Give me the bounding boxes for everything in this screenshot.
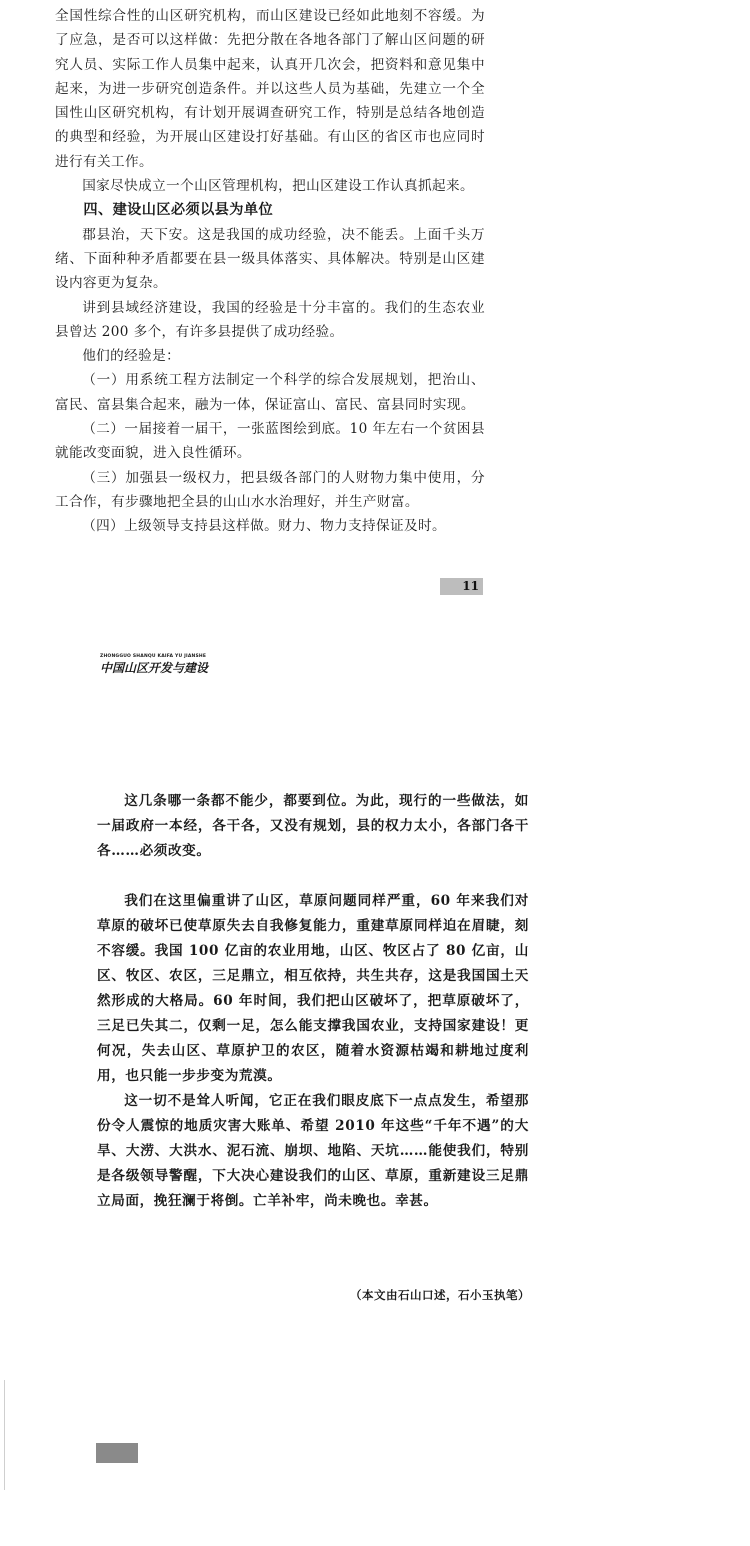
scan-edge-line bbox=[4, 1380, 5, 1490]
page-number: 11 bbox=[440, 578, 483, 595]
page-12-body bbox=[97, 789, 529, 1214]
paragraph: 全国性综合性的山区研究机构，而山区建设已经如此地刻不容缓。为了应急，是否可以这样做：先把分散在各地各部门了解山区问题的研究人员、实际工作人员集中起来，认真开几次会，把资料和意见集中起来，为进一步研究创造条件。并以这些人员为基础，先建立一个全国性山区研究机构，有计划开展调查研究工作，特别是总结各地创造的典型和经验，为开展山区建设打好基础。有山区的省区市也应同时进行有关工作。 bbox=[55, 8, 485, 170]
paragraph: 国家尽快成立一个山区管理机构，把山区建设工作认真抓起来。 bbox=[82, 178, 475, 195]
journal-name-pinyin: ZHONGGUO SHANQU KAIFA YU JIANSHE bbox=[100, 654, 207, 659]
list-item: （二）一届接着一届干，一张蓝图绘到底。10 年左右一个贫困县就能改变面貌，进入良性循环。 bbox=[55, 421, 485, 462]
paragraph: 讲到县域经济建设，我国的经验是十分丰富的。我们的生态农业县曾达 200 多个，有许多县提供了成功经验。 bbox=[55, 299, 485, 340]
paragraph: 这一切不是耸人听闻，它正在我们眼皮底下一点点发生，希望那份令人震惊的地质灾害大账单、希望 2010 年这些“千年不遇”的大旱、大涝、大洪水、泥石流、崩坝、地陷、天坑……能使我们，特别是各级领导警醒，下大决心建设我们的山区、草原，重新建设三足鼎立局面，挽狂澜于将倒。亡羊补牢，尚未晚也。幸甚。 bbox=[97, 1093, 529, 1209]
paragraph: 他们的经验是： bbox=[82, 348, 181, 365]
author-attribution: （本文由石山口述，石小玉执笔） bbox=[350, 1288, 530, 1302]
page-number-box bbox=[96, 1443, 138, 1463]
paragraph: 这几条哪一条都不能少，都要到位。为此，现行的一些做法，如一届政府一本经，各干各，又没有规划，县的权力太小，各部门各干各……必须改变。 bbox=[97, 793, 529, 859]
journal-header-logo bbox=[100, 654, 208, 676]
section-heading: 四、建设山区必须以县为单位 bbox=[83, 202, 274, 219]
journal-name-chinese: 中国山区开发与建设 bbox=[100, 661, 209, 675]
list-item: （一）用系统工程方法制定一个科学的综合发展规划，把治山、富民、富县集合起来，融为一体，保证富山、富民、富县同时实现。 bbox=[55, 372, 485, 413]
page-11-body bbox=[55, 4, 485, 539]
list-item: （四）上级领导支持县这样做。财力、物力支持保证及时。 bbox=[82, 518, 447, 535]
paragraph: 郡县治，天下安。这是我国的成功经验，决不能丢。上面千头万绪、下面种种矛盾都要在县一级具体落实、具体解决。特别是山区建设内容更为复杂。 bbox=[55, 226, 485, 292]
list-item: （三）加强县一级权力，把县级各部门的人财物力集中使用，分工合作，有步骤地把全县的山山水水治理好，并生产财富。 bbox=[55, 469, 485, 510]
paragraph: 我们在这里偏重讲了山区，草原问题同样严重，60 年来我们对草原的破坏已使草原失去自我修复能力，重建草原同样迫在眉睫，刻不容缓。我国 100 亿亩的农业用地，山区、牧区占了 80 亿亩，山区、牧区、农区，三足鼎立，相互依持，共生共存，这是我国国土天然形成的大格局。60 年时间，我们把山区破坏了，把草原破坏了，三足已失其二，仅剩一足，怎么能支撑我国农业，支持国家建设！更何况，失去山区、草原护卫的农区，随着水资源枯竭和耕地过度利用，也只能一步步变为荒漠。 bbox=[97, 893, 529, 1084]
